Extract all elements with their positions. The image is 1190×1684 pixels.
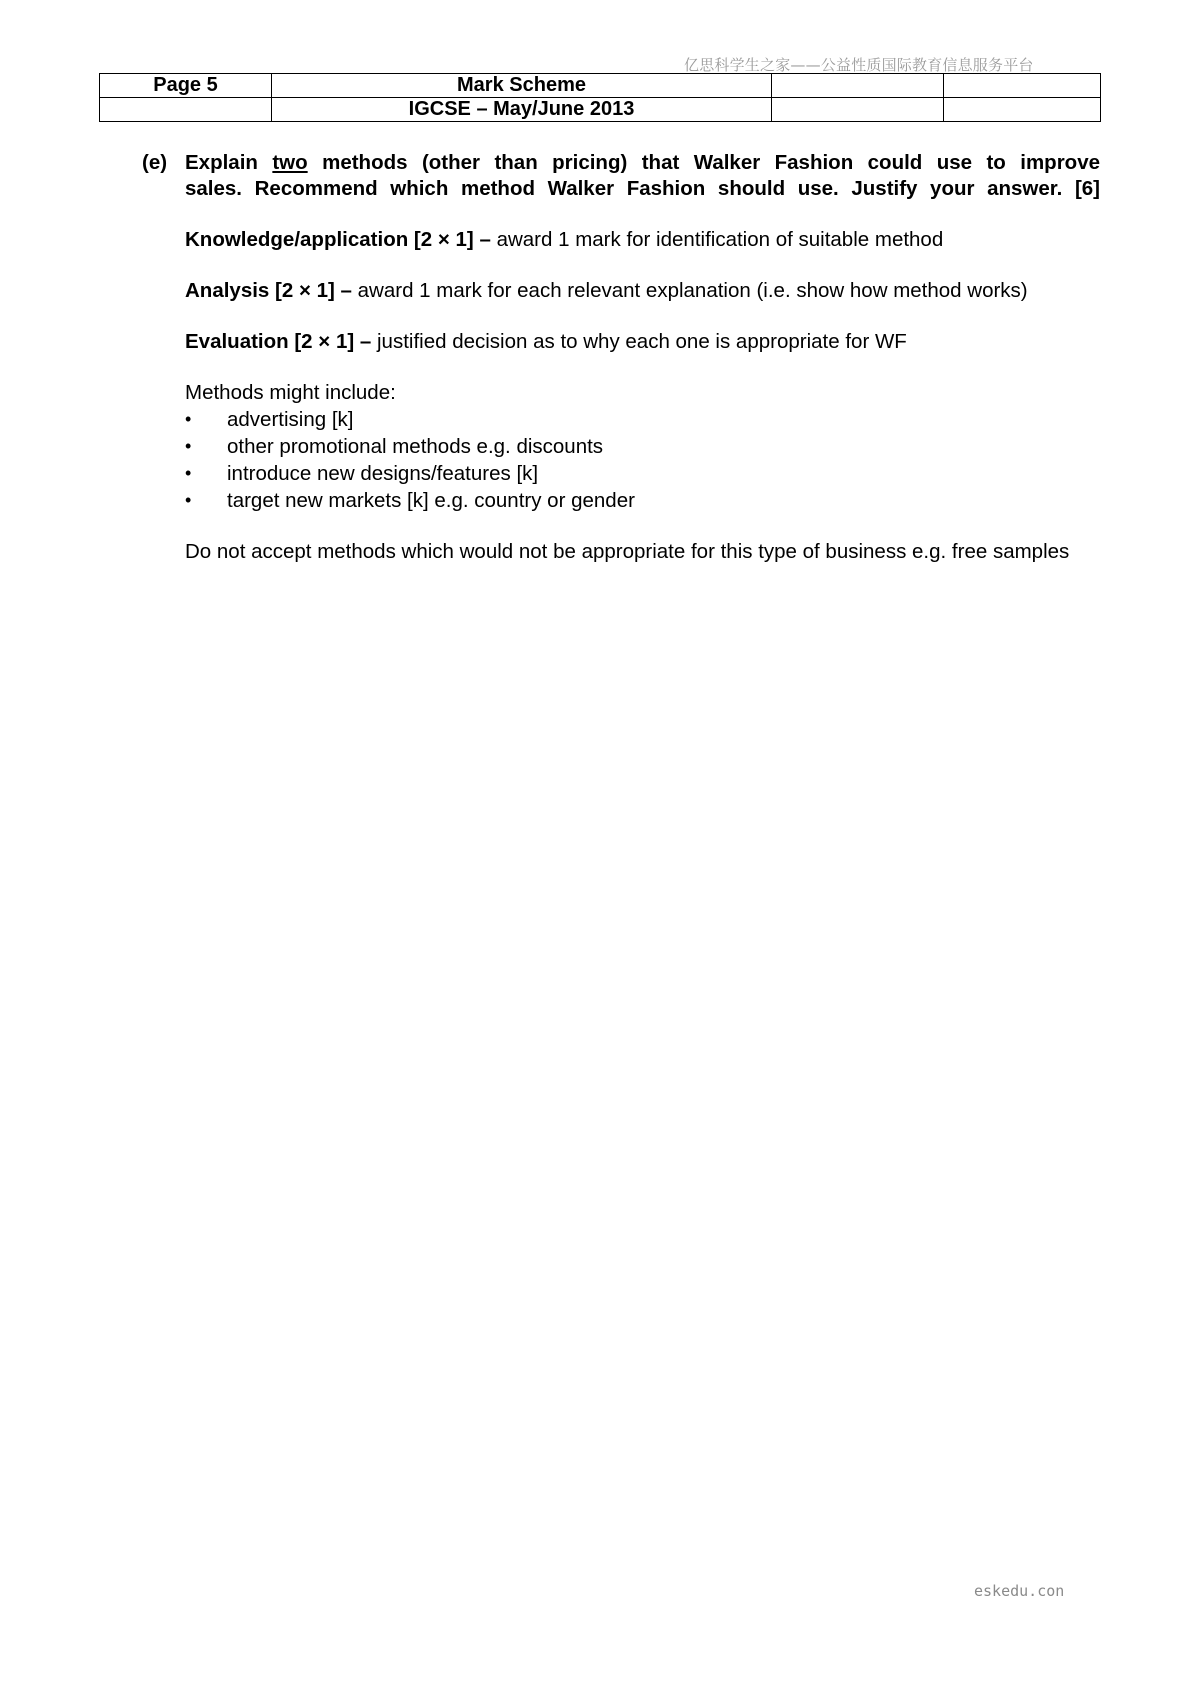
criterion-label: Evaluation [2 × 1] – — [185, 330, 372, 353]
criterion-text: award 1 mark for identification of suitable method — [496, 228, 944, 251]
header-empty-cell — [772, 74, 944, 98]
header-empty-cell — [100, 98, 272, 122]
methods-intro: Methods might include: — [185, 381, 396, 404]
list-item: • target new markets [k] e.g. country or gender — [185, 487, 1100, 514]
header-empty-cell — [944, 74, 1101, 98]
criterion-evaluation — [185, 329, 1100, 355]
question-text-underlined: two — [272, 151, 308, 174]
question-text-part1: Explain — [185, 151, 258, 174]
question-e — [142, 150, 1100, 202]
page-number: Page 5 — [100, 74, 272, 98]
header-table — [99, 73, 1101, 122]
question-text-line2: sales. Recommend which method Walker Fashion should use. Justify your answer. [6] — [185, 177, 1100, 200]
criterion-text: award 1 mark for each relevant explanation (i.e. show how method works) — [357, 279, 1028, 302]
criterion-text: justified decision as to why each one is appropriate for WF — [376, 330, 907, 353]
document-body — [142, 150, 1100, 565]
header-row-2 — [100, 98, 1101, 122]
list-item: • other promotional methods e.g. discounts — [185, 433, 1100, 460]
methods-list — [185, 406, 1100, 514]
header-empty-cell — [772, 98, 944, 122]
question-text — [185, 150, 1100, 202]
criterion-analysis — [185, 278, 1100, 304]
question-text-part2: methods (other than pricing) that Walker Fashion could use to improve — [322, 151, 1101, 174]
question-label: (e) — [142, 151, 168, 174]
header-row-1 — [100, 74, 1101, 98]
header-empty-cell — [944, 98, 1101, 122]
watermark-text: 亿思科学生之家——公益性质国际教育信息服务平台 — [684, 56, 1034, 74]
criterion-label: Analysis [2 × 1] – — [185, 279, 352, 302]
list-item: • advertising [k] — [185, 406, 1100, 433]
mark-scheme-title: Mark Scheme — [272, 74, 772, 98]
footer-url: eskedu.con — [974, 1582, 1065, 1600]
exam-session-title: IGCSE – May/June 2013 — [272, 98, 772, 122]
list-item: • introduce new designs/features [k] — [185, 460, 1100, 487]
criterion-label: Knowledge/application [2 × 1] – — [185, 228, 491, 251]
criterion-knowledge — [185, 227, 1100, 253]
exclusion-note: Do not accept methods which would not be appropriate for this type of business e.g. free samples — [185, 540, 1070, 563]
